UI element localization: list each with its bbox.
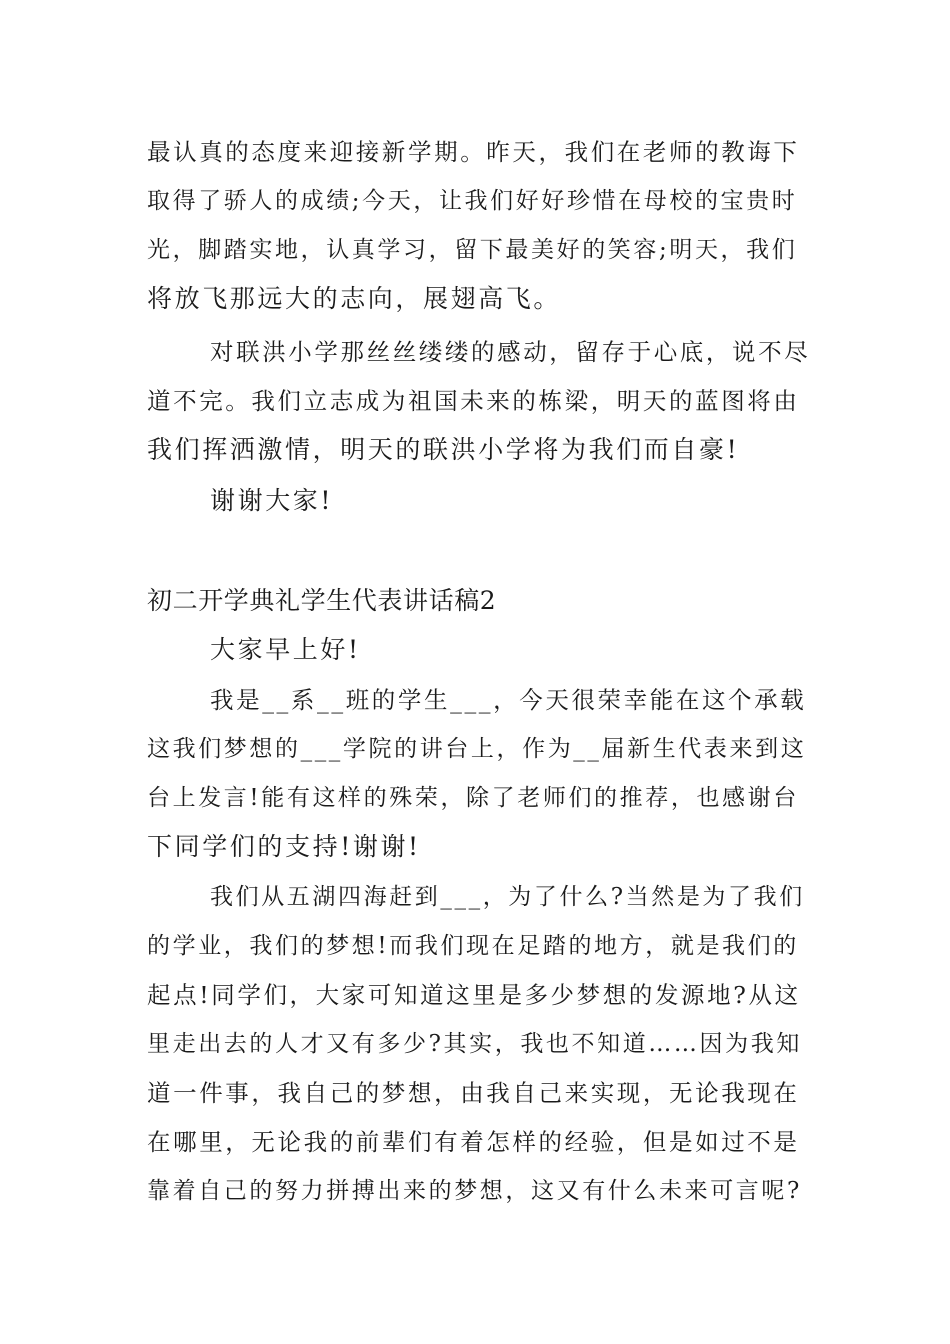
paragraph-line: 这我们梦想的___学院的讲台上，作为__届新生代表来到这 <box>147 736 807 762</box>
paragraph-line: 起点!同学们，大家可知道这里是多少梦想的发源地?从这 <box>147 981 801 1009</box>
paragraph-line: 我们挥洒激情，明天的联洪小学将为我们而自豪! <box>147 435 740 464</box>
paragraph-line: 的学业，我们的梦想!而我们现在足踏的地方，就是我们的 <box>147 933 799 959</box>
greeting-line: 大家早上好! <box>210 635 361 664</box>
paragraph-line: 道不完。我们立志成为祖国未来的栋梁，明天的蓝图将由 <box>147 387 800 415</box>
paragraph-line: 将放飞那远大的志向，展翅高飞。 <box>147 284 562 313</box>
paragraph-line: 最认真的态度来迎接新学期。昨天，我们在老师的教诲下 <box>147 138 800 166</box>
thanks-line: 谢谢大家! <box>210 486 334 515</box>
paragraph-line: 在哪里，无论我的前辈们有着怎样的经验，但是如过不是 <box>147 1128 800 1156</box>
paragraph-line: 取得了骄人的成绩;今天，让我们好好珍惜在母校的宝贵时 <box>147 188 798 214</box>
paragraph-line: 对联洪小学那丝丝缕缕的感动，留存于心底，说不尽 <box>210 338 811 366</box>
paragraph-line: 下同学们的支持!谢谢! <box>147 832 421 861</box>
paragraph-line: 我们从五湖四海赶到___，为了什么?当然是为了我们 <box>210 884 805 910</box>
paragraph-line: 里走出去的人才又有多少?其实，我也不知道……因为我知 <box>147 1031 802 1057</box>
paragraph-line: 台上发言!能有这样的殊荣，除了老师们的推荐，也感谢台 <box>147 785 799 811</box>
paragraph-line: 靠着自己的努力拼搏出来的梦想，这又有什么未来可言呢? <box>147 1178 802 1204</box>
paragraph-line: 道一件事，我自己的梦想，由我自己来实现，无论我现在 <box>147 1079 800 1107</box>
section-title: 初二开学典礼学生代表讲话稿2 <box>147 586 497 615</box>
paragraph-line: 我是__系__班的学生___，今天很荣幸能在这个承载 <box>210 686 807 714</box>
paragraph-line: 光，脚踏实地，认真学习，留下最美好的笑容;明天，我们 <box>147 237 798 263</box>
